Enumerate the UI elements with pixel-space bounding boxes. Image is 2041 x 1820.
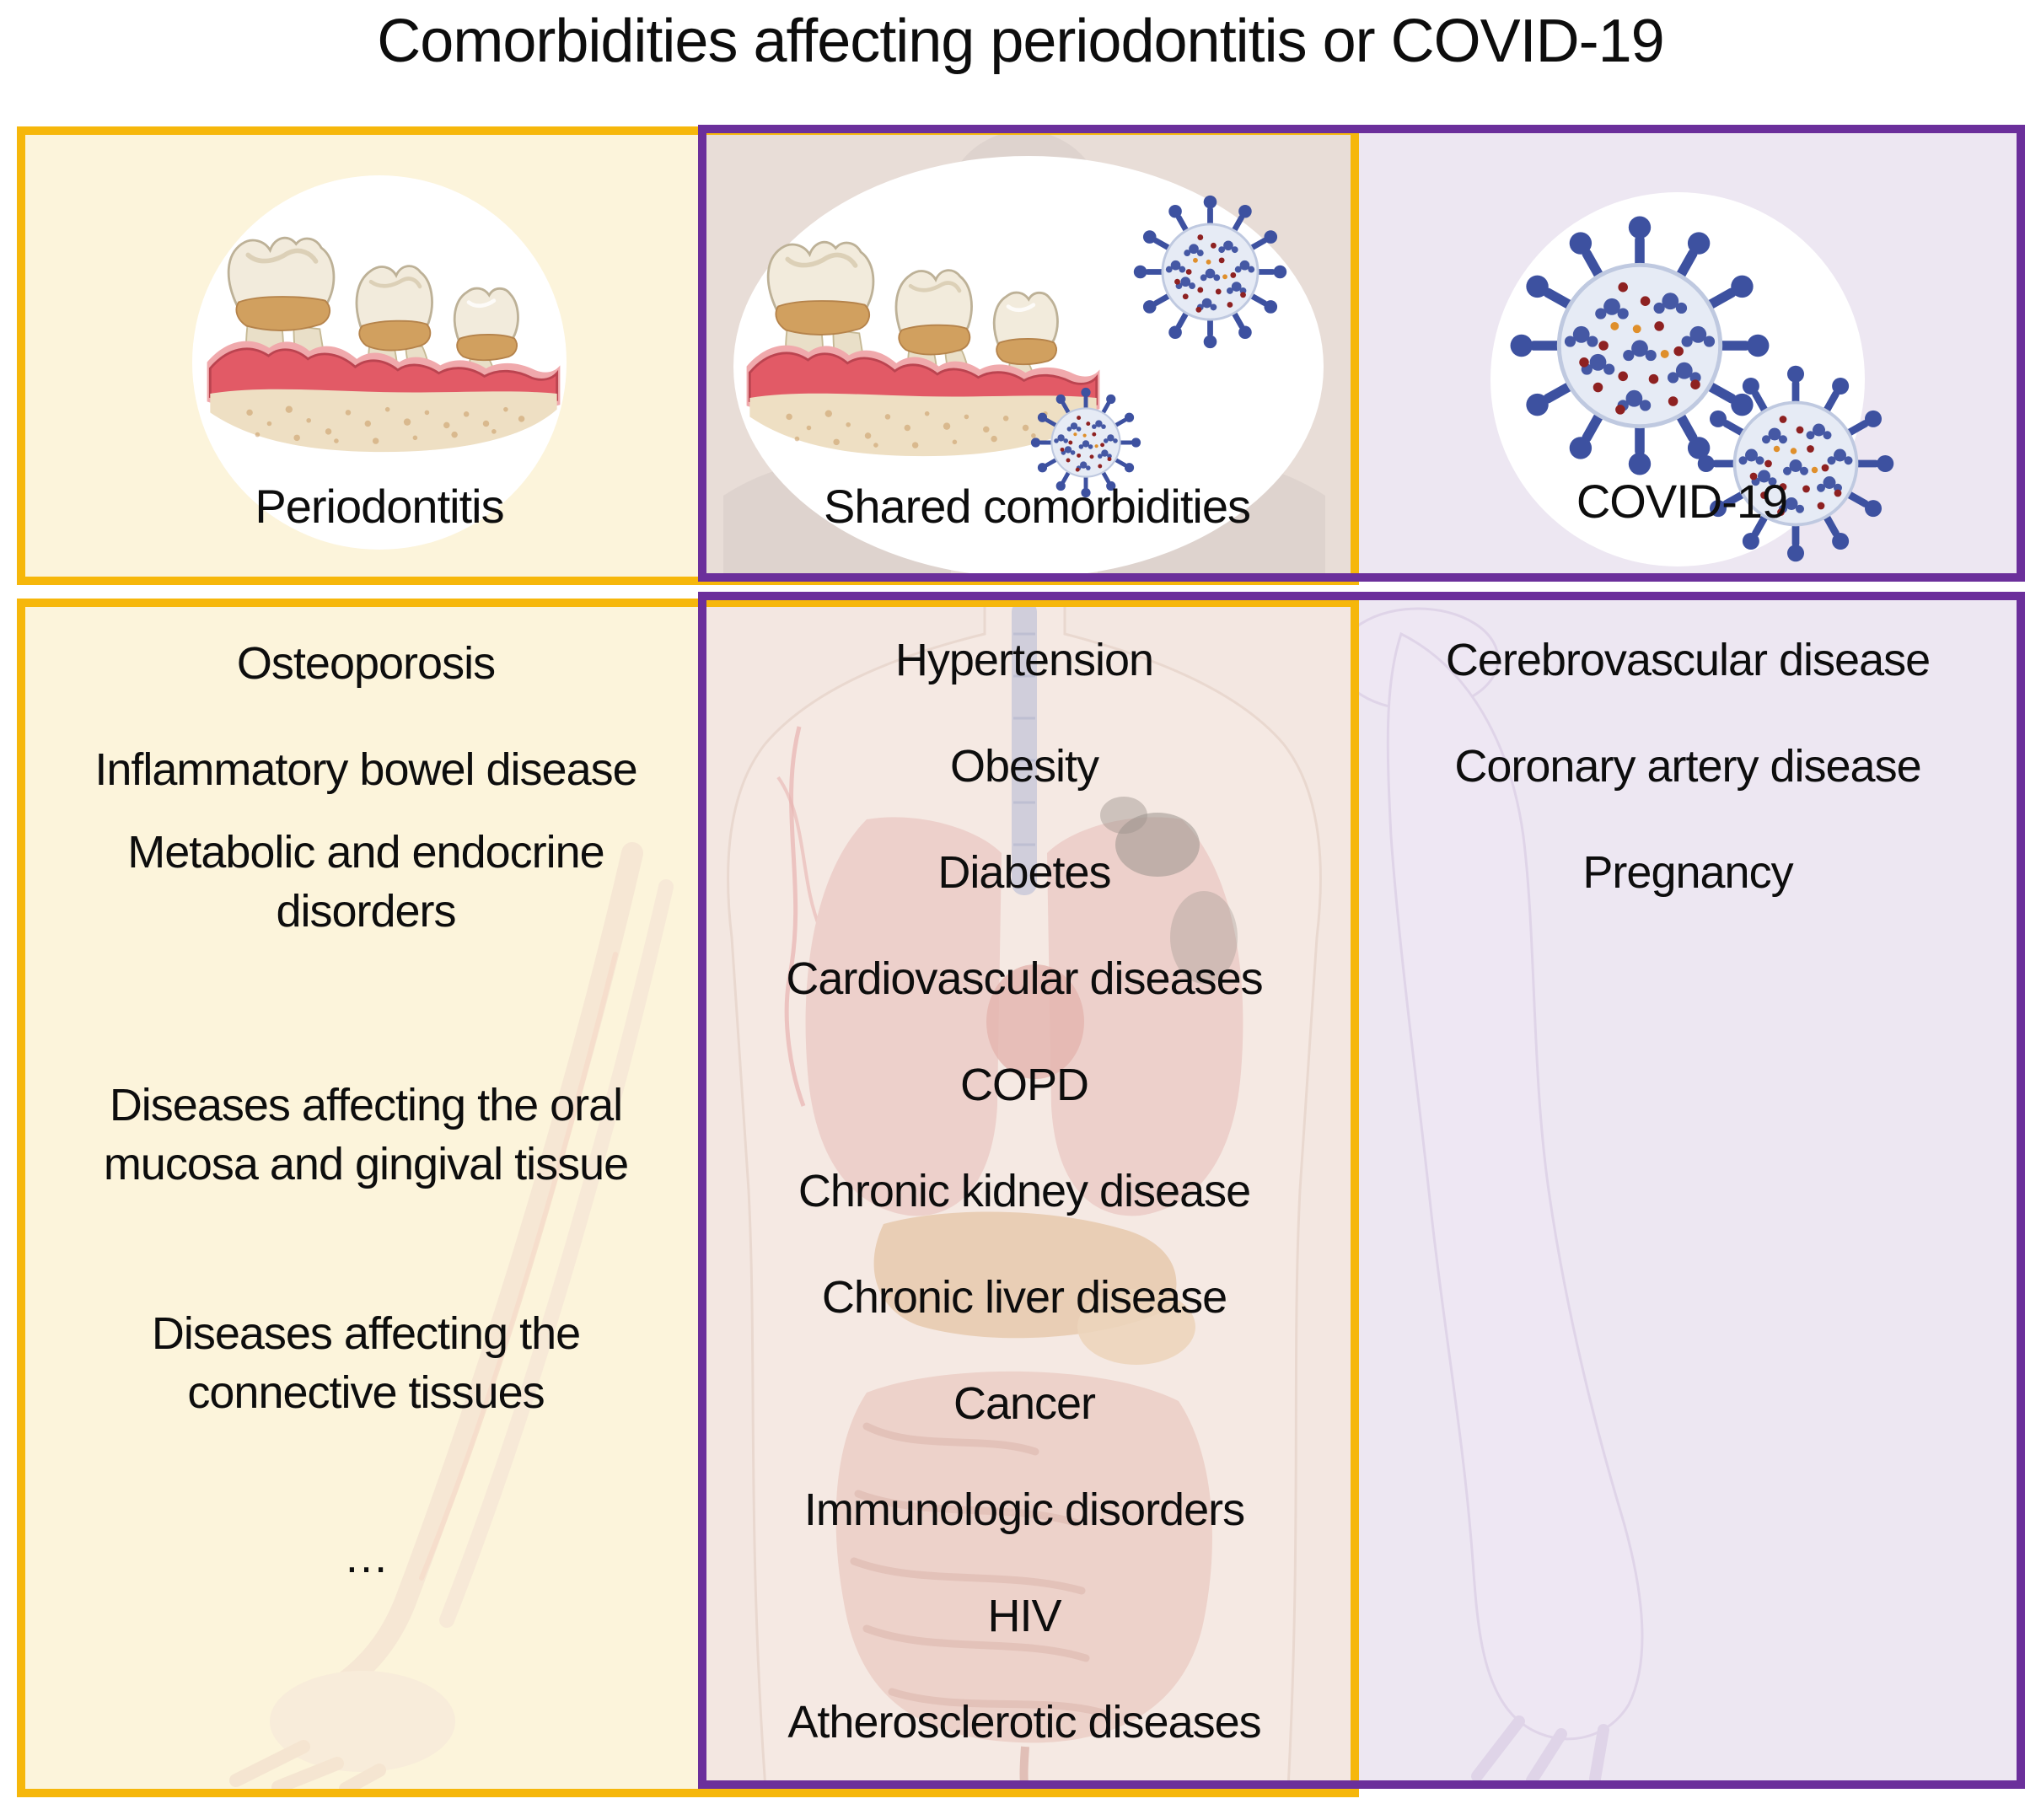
list-item: Inflammatory bowel disease bbox=[94, 744, 637, 795]
periodontitis-comorbidity-list bbox=[50, 600, 682, 1610]
list-item: Metabolic and endocrine disorders bbox=[127, 827, 604, 937]
list-item: Immunologic disorders bbox=[803, 1484, 1245, 1535]
list-item: Diabetes bbox=[937, 847, 1111, 898]
panel-label-shared: Shared comorbidities bbox=[823, 480, 1251, 533]
list-item: COPD bbox=[959, 1060, 1088, 1110]
list-item: Atherosclerotic diseases bbox=[787, 1697, 1261, 1748]
shared-comorbidity-list bbox=[712, 600, 1336, 1775]
list-item: Cerebrovascular disease bbox=[1445, 635, 1931, 685]
list-item: Diseases affecting the oral mucosa and gingival tissue bbox=[103, 1080, 629, 1189]
panel-label-periodontitis: Periodontitis bbox=[255, 480, 504, 533]
list-item: Diseases affecting the connective tissues bbox=[151, 1308, 581, 1418]
covid-comorbidity-list bbox=[1367, 600, 2008, 926]
list-item: … bbox=[343, 1532, 389, 1582]
list-item: Pregnancy bbox=[1582, 847, 1793, 898]
list-item: Coronary artery disease bbox=[1454, 741, 1921, 792]
list-item: Hypertension bbox=[894, 635, 1154, 685]
list-item: Osteoporosis bbox=[236, 638, 496, 689]
list-item: HIV bbox=[987, 1591, 1061, 1641]
figure-title: Comorbidities affecting periodontitis or COVID-19 bbox=[377, 8, 1664, 75]
list-item: Cancer bbox=[953, 1378, 1096, 1429]
list-item: Cardiovascular diseases bbox=[786, 953, 1263, 1004]
list-item: Chronic liver disease bbox=[821, 1272, 1227, 1323]
panel-label-covid: COVID-19 bbox=[1576, 475, 1788, 528]
list-item: Obesity bbox=[949, 741, 1099, 792]
list-item: Chronic kidney disease bbox=[798, 1166, 1251, 1216]
